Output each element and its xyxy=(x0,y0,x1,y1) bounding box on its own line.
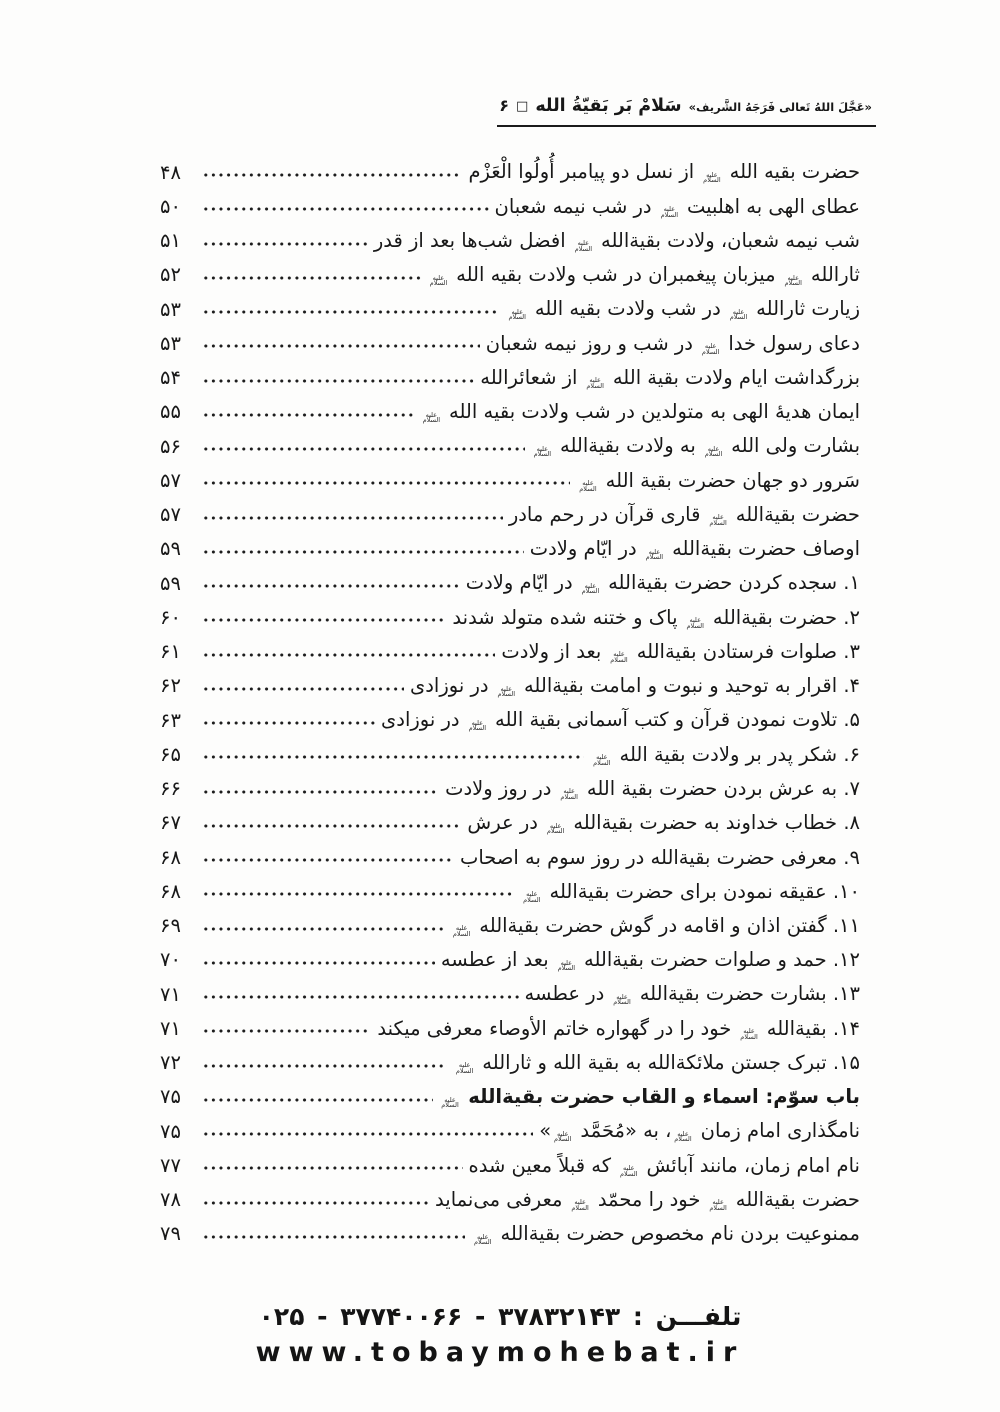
dot-leader xyxy=(202,1052,447,1074)
toc-entry-title: ۱. سجده کردن حضرت بقیة‌الله علیه السلام در ایّام ولادت xyxy=(465,571,860,596)
dot-leader xyxy=(202,298,500,320)
page-ref: ۷۵ xyxy=(160,1119,181,1143)
toc-row xyxy=(160,772,860,806)
toc-row xyxy=(160,1148,860,1182)
honorific-stamp-icon: علیه السلام xyxy=(674,1129,692,1144)
page-ref: ۶۶ xyxy=(160,777,181,801)
page-ref: ۷۱ xyxy=(160,982,181,1006)
dot-leader xyxy=(202,641,495,663)
page-ref: ۷۷ xyxy=(160,1153,181,1177)
toc-entry-title: ۴. اقرار به توحید و نبوت و امامت بقیة‌الله علیه السلام در نوزادی xyxy=(409,674,860,699)
toc-entry-title: حضرت بقیة‌الله علیه السلام خود را محمّد علیه السلام معرفی می‌نماید xyxy=(435,1187,860,1212)
dot-leader xyxy=(202,1017,371,1039)
toc-row xyxy=(160,155,860,189)
honorific-stamp-icon: علیه السلام xyxy=(557,958,576,973)
page-ref: ۵۵ xyxy=(160,400,181,424)
honorific-stamp-icon: علیه السلام xyxy=(455,1061,474,1075)
dot-leader xyxy=(202,709,375,731)
honorific-stamp-icon: علیه السلام xyxy=(593,753,611,767)
toc-entry-title: سَرور دو جهان حضرت بقیة الله علیه السلام xyxy=(579,468,860,493)
dot-leader xyxy=(202,880,514,902)
page-ref: ۶۹ xyxy=(160,914,181,938)
toc-row xyxy=(160,840,860,874)
honorific-stamp-icon: علیه السلام xyxy=(560,787,578,801)
toc-entry-title: ۹. معرفی حضرت بقیة‌الله در روز سوم به اصحاب xyxy=(459,845,860,869)
dot-leader xyxy=(202,195,489,217)
dot-leader xyxy=(202,778,439,800)
page-ref: ۷۵ xyxy=(160,1085,181,1109)
toc-row xyxy=(160,874,860,908)
toc-row xyxy=(160,1080,860,1114)
honorific-stamp-icon: علیه السلام xyxy=(553,1129,572,1144)
honorific-stamp-icon: علیه السلام xyxy=(452,924,471,938)
toc-entry-title: ایمان هدیۀ الهی به متولدین در شب ولادت بقیه الله علیه السلام xyxy=(422,400,860,425)
toc-entry-title: ثارالله علیه السلام میزبان پیغمبران در شب ولادت بقیه الله علیه السلام xyxy=(429,263,860,288)
toc-entry-title: ۸. خطاب خداوند به حضرت بقیة‌الله علیه السلام در عرش xyxy=(467,811,860,836)
page-ref: ۶۷ xyxy=(160,811,181,835)
dot-leader xyxy=(202,846,454,868)
toc-entry-title: باب سوّم: اسماء و القاب حضرت بقیة‌الله علیه السلام xyxy=(441,1085,860,1110)
page-ref: ۷۹ xyxy=(160,1222,181,1246)
page-ref: ۷۱ xyxy=(160,1016,181,1040)
honorific-stamp-icon: علیه السلام xyxy=(474,1232,492,1247)
page-ref: ۶۲ xyxy=(160,674,181,698)
running-header xyxy=(497,96,876,127)
toc-entry-title: ۶. شکر پدر بر ولادت بقیة الله علیه السلام xyxy=(593,742,860,767)
toc-row xyxy=(160,600,860,634)
honorific-stamp-icon: علیه السلام xyxy=(468,718,487,733)
toc-row xyxy=(160,361,860,395)
toc-entry-title: نامگذاری امام زمان علیه السلام، به «مُحَمَّد علیه السلام» xyxy=(539,1119,860,1144)
footer xyxy=(0,1300,1000,1369)
toc-row xyxy=(160,635,860,669)
honorific-stamp-icon: علیه السلام xyxy=(686,616,704,630)
header-page-number: ۶ xyxy=(499,96,510,115)
toc-row xyxy=(160,909,860,943)
toc-row xyxy=(160,532,860,566)
honorific-stamp-icon: علیه السلام xyxy=(784,273,802,288)
honorific-stamp-icon: علیه السلام xyxy=(613,992,631,1007)
toc-entry-title: ۱۵. تبرک جستن ملائکة‌الله به بقیة الله و ثارالله علیه السلام xyxy=(455,1050,860,1075)
toc-entry-title: حضرت بقیة‌الله علیه السلام قاری قرآن در رحم مادر xyxy=(508,502,860,527)
toc-row xyxy=(160,977,860,1011)
toc-entry-title: زیارت ثارالله علیه السلام در شب ولادت بقیه الله علیه السلام xyxy=(508,297,860,322)
dot-leader xyxy=(202,1120,533,1142)
toc-entry-title: ۱۳. بشارت حضرت بقیة‌الله علیه السلام در عطسه xyxy=(524,982,860,1007)
toc-row xyxy=(160,943,860,977)
page-ref: ۵۹ xyxy=(160,571,181,595)
honorific-stamp-icon: علیه السلام xyxy=(533,444,552,459)
page-ref: ۶۰ xyxy=(160,605,181,629)
page-ref: ۶۵ xyxy=(160,742,181,766)
toc-row xyxy=(160,429,860,463)
honorific-stamp-icon: علیه السلام xyxy=(571,1198,589,1212)
dot-leader xyxy=(202,572,460,594)
toc-entry-title: ۷. به عرش بردن حضرت بقیة الله علیه السلام در روز ولادت xyxy=(445,776,860,801)
toc-row xyxy=(160,1046,860,1080)
toc-entry-title: ممنوعیت بردن نام مخصوص حضرت بقیة‌الله علیه السلام xyxy=(474,1222,860,1247)
toc-row xyxy=(160,326,860,360)
page-ref: ۶۸ xyxy=(160,845,181,869)
toc-row xyxy=(160,1183,860,1217)
toc-row xyxy=(160,1011,860,1045)
dot-leader xyxy=(202,161,462,183)
honorific-stamp-icon: علیه السلام xyxy=(660,205,679,219)
dot-leader xyxy=(202,949,435,971)
page-ref: ۷۲ xyxy=(160,1051,181,1075)
honorific-stamp-icon: علیه السلام xyxy=(729,307,748,322)
dot-leader xyxy=(202,915,444,937)
toc-row xyxy=(160,463,860,497)
dot-leader xyxy=(202,1154,463,1176)
header-box-icon: □ xyxy=(516,99,529,114)
dot-leader xyxy=(202,469,570,491)
toc-row xyxy=(160,737,860,771)
page-ref: ۵۴ xyxy=(160,366,181,390)
dot-leader xyxy=(202,1086,433,1108)
dot-leader xyxy=(202,264,421,286)
toc-entry-title: بزرگداشت ایام ولادت بقیة الله علیه السلام از شعائرالله xyxy=(480,365,860,390)
dot-leader xyxy=(202,504,503,526)
dot-leader xyxy=(202,606,446,628)
page-ref: ۷۰ xyxy=(160,948,181,972)
toc-entry-title: اوصاف حضرت بقیة‌الله علیه السلام در ایّام ولادت xyxy=(529,537,860,562)
dot-leader xyxy=(202,332,480,354)
page-ref: ۵۷ xyxy=(160,503,181,527)
honorific-stamp-icon: علیه السلام xyxy=(546,821,565,836)
page-ref: ۶۱ xyxy=(160,640,181,664)
toc-entry-title: ۵. تلاوت نمودن قرآن و کتب آسمانی بقیة الله علیه السلام در نوزادی xyxy=(381,708,860,733)
dot-leader xyxy=(202,675,404,697)
honorific-stamp-icon: علیه السلام xyxy=(429,273,448,288)
page-ref: ۶۳ xyxy=(160,708,181,732)
honorific-stamp-icon: علیه السلام xyxy=(703,170,721,185)
toc-row xyxy=(160,224,860,258)
dot-leader xyxy=(202,743,584,765)
page-ref: ۵۱ xyxy=(160,229,181,253)
dot-leader xyxy=(202,983,519,1005)
page-ref: ۵۳ xyxy=(160,331,181,355)
toc-entry-title: حضرت بقیه الله علیه السلام از نسل دو پیامبر أُولُوا الْعَزْم xyxy=(468,160,860,185)
honorific-stamp-icon: علیه السلام xyxy=(574,239,593,253)
page-ref: ۵۶ xyxy=(160,434,181,458)
dot-leader xyxy=(202,367,474,389)
toc-entry-title: عطای الهی به اهلبیت علیه السلام در شب نیمه شعبان xyxy=(494,194,860,219)
honorific-stamp-icon: علیه السلام xyxy=(581,581,600,596)
toc-row xyxy=(160,498,860,532)
dot-leader xyxy=(202,1189,429,1211)
toc-list xyxy=(160,155,860,1251)
page-ref: ۶۸ xyxy=(160,879,181,903)
toc-row xyxy=(160,189,860,223)
honorific-stamp-icon: علیه السلام xyxy=(497,684,516,699)
page-ref: ۵۹ xyxy=(160,537,181,561)
honorific-stamp-icon: علیه السلام xyxy=(704,444,723,459)
toc-entry-title: ۱۰. عقیقه نمودن برای حضرت بقیة‌الله علیه السلام xyxy=(523,879,860,904)
toc-entry-title: ۱۱. گفتن اذان و اقامه در گوش حضرت بقیة‌الله علیه السلام xyxy=(452,913,860,938)
toc-entry-title: شب نیمه شعبان، ولادت بقیة‌الله علیه السلام افضل شب‌ها بعد از قدر xyxy=(373,228,860,253)
page-ref: ۵۲ xyxy=(160,263,181,287)
dot-leader xyxy=(202,230,368,252)
dot-leader xyxy=(202,435,525,457)
toc-entry-title: نام امام زمان، مانند آبائش علیه السلام که قبلاً معین شده xyxy=(468,1153,860,1178)
toc-entry-title: دعای رسول خدا علیه السلام در شب و روز نیمه شعبان xyxy=(485,331,860,356)
toc-row xyxy=(160,1114,860,1148)
honorific-stamp-icon: علیه السلام xyxy=(508,307,526,322)
toc-row xyxy=(160,258,860,292)
honorific-stamp-icon: علیه السلام xyxy=(645,547,664,562)
toc-entry-title: ۳. صلوات فرستادن بقیة‌الله علیه السلام بعد از ولادت xyxy=(501,639,860,664)
toc-entry-title: ۱۴. بقیة‌الله علیه السلام خود را در گهواره خاتم الأوصاء معرفی میکند xyxy=(377,1016,860,1041)
toc-row xyxy=(160,395,860,429)
book-title-honorific: «عَجَّلَ اللهُ تَعالی فَرَجَهُ الشَّریف» xyxy=(688,100,872,114)
phone-line: تلفـــن : ۳۷۸۳۲۱۴۳ - ۳۷۷۴۰۰۶۶ - ۰۲۵ xyxy=(258,1302,742,1331)
website-url: www.tobaymohebat.ir xyxy=(255,1337,745,1368)
honorific-stamp-icon: علیه السلام xyxy=(523,890,541,904)
dot-leader xyxy=(202,401,414,423)
toc-row xyxy=(160,292,860,326)
toc-row xyxy=(160,669,860,703)
toc-row xyxy=(160,703,860,737)
honorific-stamp-icon: علیه السلام xyxy=(701,342,720,356)
honorific-stamp-icon: علیه السلام xyxy=(441,1095,459,1110)
book-title: سَلامْ بَر بَقیّةُ الله xyxy=(535,96,682,116)
dot-leader xyxy=(202,1223,465,1245)
honorific-stamp-icon: علیه السلام xyxy=(709,1198,727,1212)
honorific-stamp-icon: علیه السلام xyxy=(620,1164,638,1178)
honorific-stamp-icon: علیه السلام xyxy=(610,650,628,664)
honorific-stamp-icon: علیه السلام xyxy=(709,513,727,527)
page-ref: ۷۸ xyxy=(160,1188,181,1212)
toc-entry-title: ۲. حضرت بقیة‌الله علیه السلام پاک و ختنه شده متولد شدند xyxy=(452,605,860,630)
toc-row xyxy=(160,1217,860,1251)
dot-leader xyxy=(202,538,524,560)
honorific-stamp-icon: علیه السلام xyxy=(422,410,441,425)
page-ref: ۵۷ xyxy=(160,468,181,492)
honorific-stamp-icon: علیه السلام xyxy=(740,1027,758,1041)
toc-row xyxy=(160,566,860,600)
page-ref: ۵۳ xyxy=(160,297,181,321)
toc-entry-title: ۱۲. حمد و صلوات حضرت بقیة‌الله علیه السلام بعد از عطسه xyxy=(440,948,860,973)
dot-leader xyxy=(202,812,461,834)
toc-row xyxy=(160,806,860,840)
honorific-stamp-icon: علیه السلام xyxy=(586,376,604,390)
toc-entry-title: بشارت ولی الله علیه السلام به ولادت بقیة‌الله علیه السلام xyxy=(533,434,860,459)
page-ref: ۴۸ xyxy=(160,160,181,184)
page-ref: ۵۰ xyxy=(160,194,181,218)
honorific-stamp-icon: علیه السلام xyxy=(579,479,597,493)
